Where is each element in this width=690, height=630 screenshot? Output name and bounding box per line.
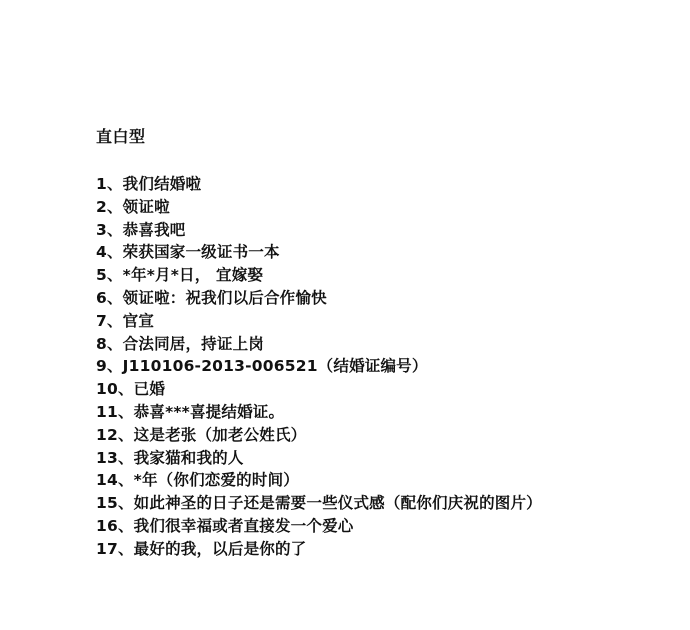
list-item: 14、*年（你们恋爱的时间） — [96, 471, 299, 490]
list-item: 15、如此神圣的日子还是需要一些仪式感（配你们庆祝的图片） — [96, 494, 542, 513]
list-item: 13、我家猫和我的人 — [96, 448, 244, 467]
list-item: 8、合法同居，持证上岗 — [96, 334, 264, 353]
list-item: 2、领证啦 — [96, 197, 170, 216]
list-item: 1、我们结婚啦 — [96, 175, 202, 193]
list-item: 6、领证啦：祝我们以后合作愉快 — [96, 288, 327, 307]
list-item: 16、我们很幸福或者直接发一个爱心 — [96, 516, 354, 535]
list-item: 5、*年*月*日， 宜嫁娶 — [96, 266, 264, 285]
list-item: 9、J110106-2013-006521（结婚证编号） — [96, 357, 428, 376]
list-item: 7、官宣 — [96, 311, 155, 330]
list-item: 3、恭喜我吧 — [96, 220, 186, 239]
list-item: 11、恭喜***喜提结婚证。 — [96, 402, 285, 421]
list-item: 12、这是老张（加老公姓氏） — [96, 425, 307, 444]
caption-list — [96, 173, 542, 561]
list-item: 10、已婚 — [96, 380, 166, 399]
section-heading: 直白型 — [96, 127, 146, 146]
list-item: 4、荣获国家一级证书一本 — [96, 243, 280, 262]
list-item: 17、最好的我，以后是你的了 — [96, 539, 307, 558]
